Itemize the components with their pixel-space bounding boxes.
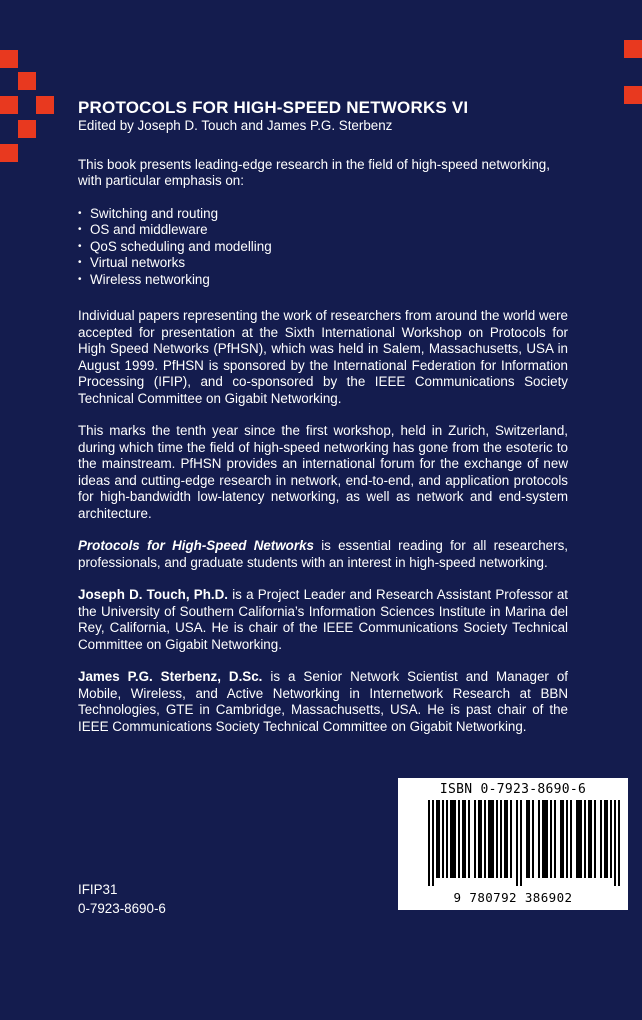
author-name: Joseph D. Touch, Ph.D. bbox=[78, 587, 228, 602]
isbn-barcode-box bbox=[398, 778, 628, 910]
isbn-short: 0-7923-8690-6 bbox=[78, 901, 166, 916]
history-paragraph: This marks the tenth year since the first workshop, held in Zurich, Switzerland, during which time the field of high-speed networking has gone from the esoteric to the mainstream. PfHSN provides an international forum for the exchange of new ideas and cutting-edge research in network, end-to-end, and application protocols for high-bandwidth low-latency networking, as well as network and end-system architecture. bbox=[78, 423, 568, 521]
decor-square bbox=[18, 72, 36, 90]
decor-square bbox=[0, 144, 18, 162]
list-item: • QoS scheduling and modelling bbox=[78, 239, 568, 256]
list-item: • Switching and routing bbox=[78, 206, 568, 223]
decor-square bbox=[18, 120, 36, 138]
bio-text: is a Senior Network Scientist and Manager of Mobile, Wireless, and Active Networking in Internetwork Research at BBN Technologies, GTE in Cambridge, Massachusetts, USA. He is past chair of the IEEE Communications Society Technical Committee on Gigabit Networking. bbox=[78, 669, 568, 734]
back-cover-text bbox=[78, 98, 568, 751]
decor-square bbox=[624, 86, 642, 104]
essential-text: is essential reading for all researchers, professionals, and graduate students with an interest in high-speed networking. bbox=[78, 538, 568, 570]
workshop-paragraph: Individual papers representing the work of researchers from around the world were accepted for presentation at the Sixth International Workshop on Protocols for High Speed Networks (PfHSN), which was held in Salem, Massachusetts, USA in August 1999. PfHSN is sponsored by the International Federation for Information Processing (IFIP), and co-sponsored by the IEEE Communications Society Technical Committee on Gigabit Networking. bbox=[78, 308, 568, 406]
book-title-inline: Protocols for High-Speed Networks bbox=[78, 538, 314, 553]
decor-square bbox=[624, 40, 642, 58]
barcode-icon bbox=[428, 800, 622, 886]
footer-codes bbox=[78, 880, 166, 918]
intro-paragraph: This book presents leading-edge research in the field of high-speed networking, with particular emphasis on: bbox=[78, 156, 550, 188]
decor-square bbox=[0, 96, 18, 114]
bio-text: is a Project Leader and Research Assistant Professor at the University of Southern California’s Information Sciences Institute in Marina del Rey, California, USA. He is chair of the IEEE Communications Society Technical Committee on Gigabit Networking. bbox=[78, 587, 569, 652]
topics-list bbox=[78, 206, 568, 289]
decor-square bbox=[0, 50, 18, 68]
list-item: • OS and middleware bbox=[78, 222, 568, 239]
book-title: PROTOCOLS FOR HIGH-SPEED NETWORKS VI bbox=[78, 98, 469, 117]
author-name: James P.G. Sterbenz, D.Sc. bbox=[78, 669, 263, 684]
series-code: IFIP31 bbox=[78, 882, 118, 897]
bio-sterbenz bbox=[78, 669, 568, 735]
bio-touch bbox=[78, 587, 568, 653]
list-item: • Wireless networking bbox=[78, 272, 568, 289]
barcode-digits: 9 780792 386902 bbox=[453, 890, 573, 905]
list-item: • Virtual networks bbox=[78, 255, 568, 272]
editors-line: Edited by Joseph D. Touch and James P.G. Sterbenz bbox=[78, 118, 393, 133]
isbn-label: ISBN 0-7923-8690-6 bbox=[439, 782, 587, 797]
essential-paragraph bbox=[78, 538, 568, 571]
decor-square bbox=[36, 96, 54, 114]
